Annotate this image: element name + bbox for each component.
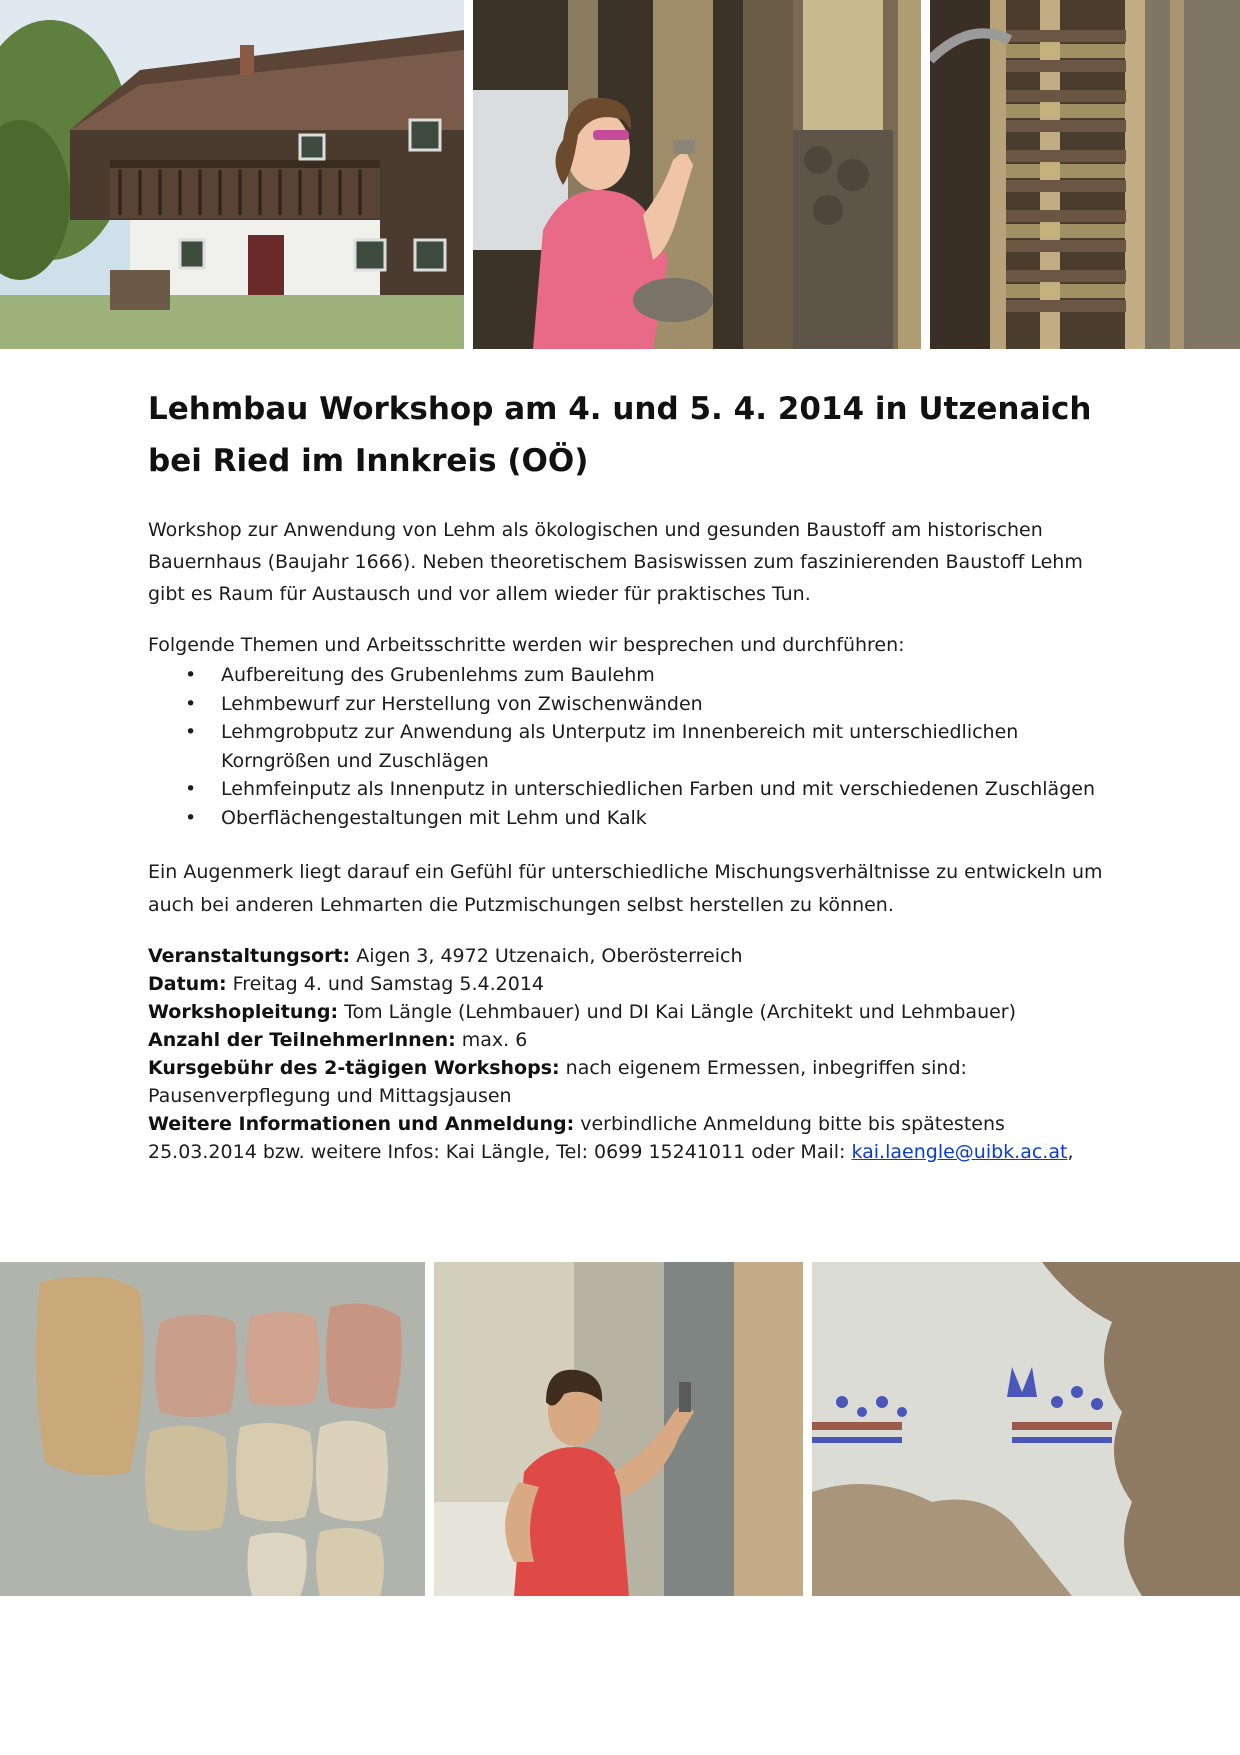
info-line — [148, 1110, 1108, 1166]
clay-samples-photo — [0, 1262, 425, 1596]
event-details — [148, 942, 1108, 1166]
farmhouse-photo — [0, 0, 464, 349]
wall-lath-photo — [930, 0, 1240, 349]
date-value: Freitag 4. und Samstag 5.4.2014 — [226, 973, 545, 995]
list-item: • Lehmfeinputz als Innenputz in unterschiedlichen Farben und mit verschiedenen Zuschlägen — [221, 775, 1108, 804]
focus-paragraph: Ein Augenmerk liegt darauf ein Gefühl für unterschiedliche Mischungsverhältnisse zu entwickeln um auch bei anderen Lehmarten die Putzmischungen selbst herstellen zu können. — [148, 861, 1103, 916]
fee-line — [148, 1054, 1108, 1110]
date-label: Datum: — [148, 973, 227, 995]
date-line — [148, 970, 1108, 998]
info-label: Weitere Informationen und Anmeldung: — [148, 1113, 575, 1135]
participants-value: max. 6 — [455, 1029, 528, 1051]
historic-wall-photo — [812, 1262, 1240, 1596]
fee-label: Kursgebühr des 2-tägigen Workshops: — [148, 1057, 560, 1079]
list-item: • Lehmgrobputz zur Anwendung als Unterputz im Innenbereich mit unterschiedlichen Korngrößen und Zuschlägen — [221, 718, 1108, 775]
woman-plastering-photo — [473, 0, 921, 349]
intro-paragraph: Workshop zur Anwendung von Lehm als ökologischen und gesunden Baustoff am historischen Bauernhaus (Baujahr 1666). Neben theoretischem Basiswissen zum faszinierenden Baustoff Lehm gibt es Raum für Austausch und vor allem wieder für praktisches Tun. — [148, 519, 1083, 605]
topics-list — [148, 661, 1108, 832]
participants-label: Anzahl der TeilnehmerInnen: — [148, 1029, 456, 1051]
topics-intro: Folgende Themen und Arbeitsschritte werden wir besprechen und durchführen: — [148, 634, 905, 656]
email-link[interactable]: kai.laengle@uibk.ac.at — [851, 1141, 1068, 1163]
participants-line — [148, 1026, 1108, 1054]
lead-label: Workshopleitung: — [148, 1001, 339, 1023]
list-item: • Oberflächengestaltungen mit Lehm und Kalk — [221, 804, 1108, 833]
list-item: • Aufbereitung des Grubenlehms zum Baulehm — [221, 661, 1108, 690]
fee-value: nach eigenem Ermessen, inbegriffen sind: Pausenverpflegung und Mittagsjausen — [148, 1057, 967, 1107]
lead-value: Tom Längle (Lehmbauer) und DI Kai Längle (Architekt und Lehmbauer) — [338, 1001, 1017, 1023]
man-plastering-photo — [434, 1262, 803, 1596]
main-content — [148, 383, 1108, 1166]
venue-line — [148, 942, 1108, 970]
info-end: , — [1067, 1141, 1074, 1163]
venue-value: Aigen 3, 4972 Utzenaich, Oberösterreich — [350, 945, 743, 967]
list-item: • Lehmbewurf zur Herstellung von Zwischenwänden — [221, 690, 1108, 719]
page-title: Lehmbau Workshop am 4. und 5. 4. 2014 in Utzenaich bei Ried im Innkreis (OÖ) — [148, 391, 1092, 479]
venue-label: Veranstaltungsort: — [148, 945, 351, 967]
info-value: verbindliche Anmeldung bitte bis spätestens 25.03.2014 bzw. weitere Infos: Kai Längle, Tel: 0699 15241011 oder Mail: — [148, 1113, 1005, 1163]
lead-line — [148, 998, 1108, 1026]
